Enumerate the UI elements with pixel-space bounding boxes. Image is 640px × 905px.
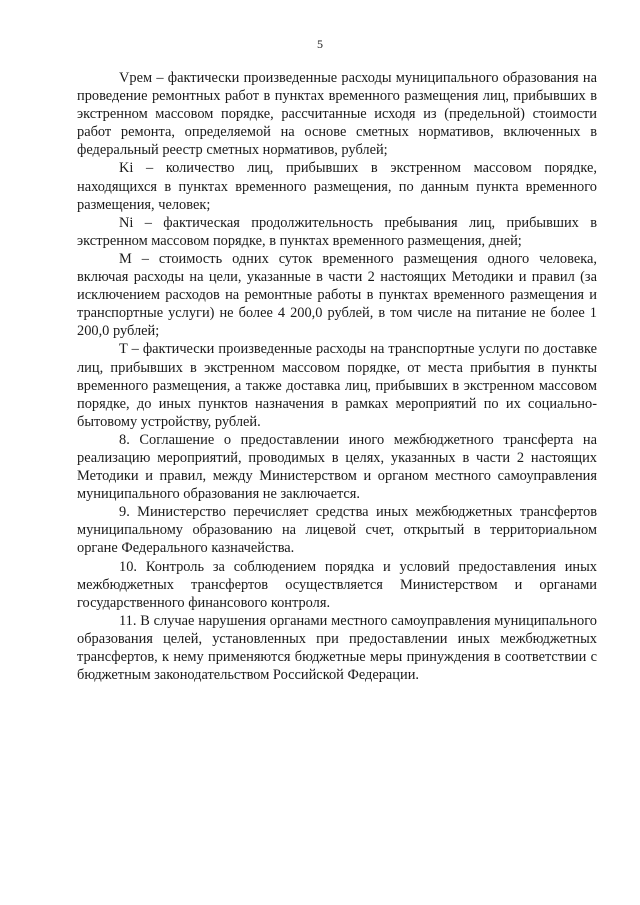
paragraph-ki-definition: Ki – количество лиц, прибывших в экстренном массовом порядке, находящихся в пунктах временного размещения, по данным пункта временного размещения, человек; bbox=[77, 160, 597, 213]
paragraph-8: 8. Соглашение о предоставлении иного межбюджетного трансферта на реализацию мероприятий, проводимых в целях, указанных в части 2 настоящих Методики и правил, между Министерством и органом местного самоуправления муниципального образования не заключается. bbox=[77, 431, 597, 503]
paragraph-11: 11. В случае нарушения органами местного самоуправления муниципального образования целей, установленных при предоставлении иных межбюджетных трансфертов, к нему применяются бюджетные меры принуждения в соответствии с бюджетным законодательством Российской Федерации. bbox=[77, 612, 597, 684]
paragraph-t-definition: T – фактически произведенные расходы на транспортные услуги по доставке лиц, прибывших в экстренном массовом порядке, от места прибытия в пункты временного размещения, а также доставка лиц, прибывших в экстренном массовом порядке, до иных пунктов назначения в рамках мероприятий по их социально-бытовому устройству, рублей. bbox=[77, 341, 597, 430]
document-body bbox=[77, 69, 597, 684]
paragraph-9: 9. Министерство перечисляет средства иных межбюджетных трансфертов муниципальному образованию на лицевой счет, открытый в территориальном органе Федерального казначейства. bbox=[77, 504, 597, 557]
paragraph-m-definition: M – стоимость одних суток временного размещения одного человека, включая расходы на цели, указанные в части 2 настоящих Методики и правил (за исключением расходов на ремонтные работы в пунктах временного размещения и транспортные услуги) не более 4 200,0 рублей, в том числе на питание не более 1 200,0 рублей; bbox=[77, 250, 597, 340]
paragraph-ni-definition: Ni – фактическая продолжительность пребывания лиц, прибывших в экстренном массовом порядке, в пунктах временного размещения, дней; bbox=[77, 214, 597, 249]
paragraph-10: 10. Контроль за соблюдением порядка и условий предоставления иных межбюджетных трансфертов осуществляется Министерством и органами государственного финансового контроля. bbox=[77, 558, 597, 611]
paragraph-vrem-definition: Vрем – фактически произведенные расходы муниципального образования на проведение ремонтных работ в пунктах временного размещения лиц, прибывших в экстренном массовом порядке, рассчитанные исходя из (предельной) стоимости работ ремонта, определяемой на основе сметных нормативов, включенных в федеральный реестр сметных нормативов, рублей; bbox=[77, 70, 597, 159]
page-number: 5 bbox=[317, 37, 323, 51]
